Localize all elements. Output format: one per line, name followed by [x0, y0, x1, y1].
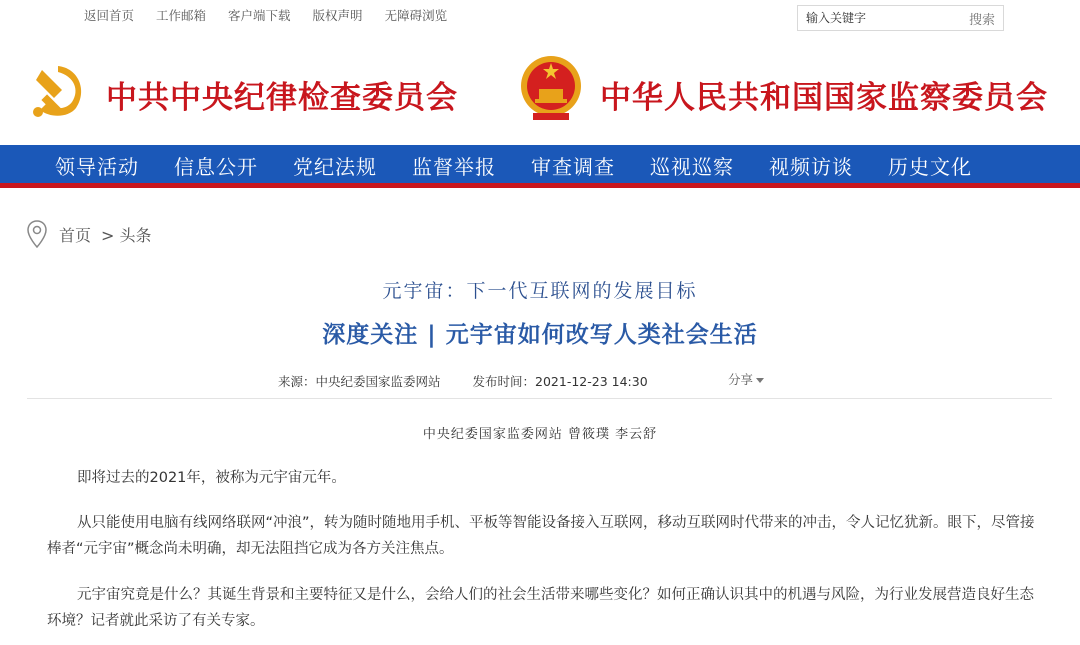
- breadcrumb: [27, 220, 152, 248]
- party-emblem-icon[interactable]: [28, 58, 92, 122]
- article-byline: 中央纪委国家监委网站 曾筱璞 李云舒: [422, 427, 658, 442]
- nav-item-report[interactable]: 监督举报: [412, 155, 496, 179]
- top-link-email[interactable]: 工作邮箱: [156, 8, 207, 23]
- title-divider: [27, 398, 1052, 399]
- article-title: 深度关注 | 元宇宙如何改写人类社会生活: [322, 322, 758, 348]
- article-meta: [278, 372, 648, 390]
- nav-item-leadership[interactable]: 领导活动: [55, 155, 139, 179]
- chevron-down-icon: [756, 378, 764, 383]
- search-button[interactable]: 搜索: [968, 13, 995, 28]
- nav-item-investigation[interactable]: 审查调查: [531, 155, 615, 179]
- article-publish-time: 发布时间：2021-12-23 14:30: [472, 374, 648, 389]
- share-label: 分享: [728, 372, 754, 387]
- breadcrumb-current[interactable]: > 头条: [101, 225, 152, 245]
- top-bar: [0, 0, 1080, 30]
- nav-item-inspection[interactable]: 巡视巡察: [650, 155, 734, 179]
- site-title-ccdi[interactable]: 中共中央纪律检查委员会: [106, 80, 458, 116]
- article-paragraph: 从只能使用电脑有线网络联网“冲浪”，转为随时随地用手机、平板等智能设备接入互联网，移动互联网时代带来的冲击，令人记忆犹新。眼下，尽管接棒者“元宇宙”概念尚未明确，却无法阻挡它成为各方关注焦点。: [47, 515, 1035, 557]
- article-paragraph: 即将过去的2021年，被称为元宇宙元年。: [77, 470, 346, 486]
- nav-item-video[interactable]: 视频访谈: [769, 155, 853, 179]
- top-link-client-download[interactable]: 客户端下载: [228, 8, 291, 23]
- top-links: [84, 6, 469, 24]
- site-title-nsc[interactable]: 中华人民共和国国家监察委员会: [600, 80, 1048, 116]
- location-pin-icon: [27, 220, 47, 248]
- top-link-copyright[interactable]: 版权声明: [312, 8, 363, 23]
- nav-item-information[interactable]: 信息公开: [174, 155, 258, 179]
- nav-item-history[interactable]: 历史文化: [888, 155, 972, 179]
- article-paragraph: 元宇宙究竟是什么？其诞生背景和主要特征又是什么，会给人们的社会生活带来哪些变化？如何正确认识其中的机遇与风险，为行业发展营造良好生态环境？记者就此采访了有关专家。: [47, 587, 1034, 629]
- nav-item-regulations[interactable]: 党纪法规: [293, 155, 377, 179]
- nav-accent-bar: [0, 183, 1080, 188]
- search-input[interactable]: [806, 9, 946, 27]
- national-emblem-icon[interactable]: [519, 53, 583, 123]
- search-box: [797, 5, 1004, 31]
- article-subtitle: 元宇宙：下一代互联网的发展目标: [382, 280, 698, 302]
- breadcrumb-home-link[interactable]: 首页: [59, 225, 92, 245]
- site-header: [0, 40, 1080, 140]
- top-link-home[interactable]: 返回首页: [84, 8, 135, 23]
- top-link-accessibility[interactable]: 无障碍浏览: [384, 8, 448, 23]
- share-button[interactable]: [728, 370, 764, 388]
- main-nav: [0, 145, 1080, 183]
- article-source: 来源：中央纪委国家监委网站: [278, 374, 441, 389]
